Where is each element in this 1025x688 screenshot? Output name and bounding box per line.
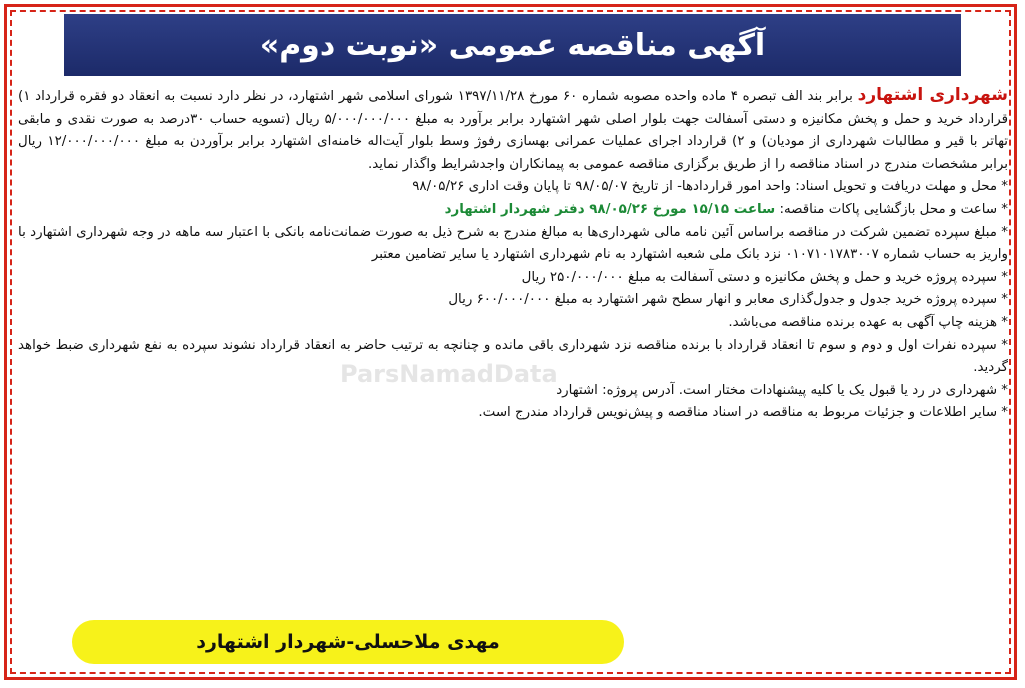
organization-name: شهرداری اشتهارد (857, 85, 1008, 105)
watermark: ParsNamadData (340, 360, 558, 388)
ad-cost-note: * هزینه چاپ آگهی به عهده برنده مناقصه می‌باشد. (728, 314, 1008, 330)
opening-info (18, 199, 1008, 222)
signature-banner: مهدی ملاحسلی-شهردار اشتهارد (72, 620, 624, 664)
deposit-asphalt: * سپرده پروژه خرید و حمل و پخش مکانیزه و دستی آسفالت به مبلغ ۲۵۰/۰۰۰/۰۰۰ ریال (521, 269, 1008, 285)
guarantee-paragraph: * مبلغ سپرده تضمین شرکت در مناقصه براساس آئین نامه مالی شهرداری‌ها به مبالغ مندرج به شرح ذیل به صورت ضمانت‌نامه بانکی با اعتبار سه ماهه در وجه شهرداری اشتهارد با واریز به حساب شماره ۰۱۰۷۱۰۱۷۸۳۰۰۷ نزد بانک ملی شعبه اشتهارد به نام شهرداری اشتهارد یا سایر تضامین معتبر (18, 224, 1008, 263)
notice-title: آگهی مناقصه عمومی «نوبت دوم» (64, 14, 961, 76)
opening-label: * ساعت و محل بازگشایی پاکات مناقصه: (775, 201, 1008, 217)
rights-note: * شهرداری در رد یا قبول یک یا کلیه پیشنهادات مختار است. آدرس پروژه: اشتهارد (556, 382, 1008, 398)
intro-paragraph (18, 84, 1008, 176)
winners-deposit-note: * سپرده نفرات اول و دوم و سوم تا انعقاد قرارداد با برنده مناقصه نزد شهرداری باقی مانده و چنانچه به ترتیب حاضر به انعقاد قرارداد نشوند سپرده به نفع شهرداری ضبط خواهد گردید. (18, 337, 1008, 376)
opening-time: ساعت ۱۵/۱۵ مورخ ۹۸/۰۵/۲۶ دفتر شهردار اشتهارد (444, 201, 776, 217)
intro-text: برابر بند الف تبصره ۴ ماده واحده مصوبه شماره ۶۰ مورخ ۱۳۹۷/۱۱/۲۸ شورای اسلامی شهر اشتهارد، در نظر دارد نسبت به انعقاد دو فقره قرارداد ۱) قرارداد خرید و حمل و پخش مکانیزه و دستی آسفالت جهت بلوار اصلی شهر اشتهارد برابر برآورد به مبلغ ۵/۰۰۰/۰۰۰/۰۰۰ ریال (تسویه حساب ۳۰درصد به صورت نقدی و مابقی تهاتر با قیر و مطالبات شهرداری از مودیان) و ۲) قرارداد اجرای عملیات عمرانی بهسازی رفوژ وسط بلوار آیت‌اله خامنه‌ای اشتهارد برابر برآوردن به مبلغ ۱۲/۰۰۰/۰۰۰/۰۰۰ ریال برابر مشخصات مندرج در اسناد مناقصه را از طریق برگزاری مناقصه عمومی به پیمانکاران واجدشرایط واگذار نماید. (18, 89, 1008, 172)
notice-body (18, 84, 1008, 624)
document-deadline: * محل و مهلت دریافت و تحویل اسناد: واحد امور قراردادها- از تاریخ ۹۸/۰۵/۰۷ تا پایان وقت اداری ۹۸/۰۵/۲۶ (412, 179, 1008, 195)
other-info-note: * سایر اطلاعات و جزئیات مربوط به مناقصه در اسناد مناقصه و پیش‌نویس قرارداد مندرج است. (478, 405, 1008, 421)
deposit-curb: * سپرده پروژه خرید جدول و جدول‌گذاری معابر و انهار سطح شهر اشتهارد به مبلغ ۶۰۰/۰۰۰/۰۰۰ ریال (448, 292, 1008, 308)
